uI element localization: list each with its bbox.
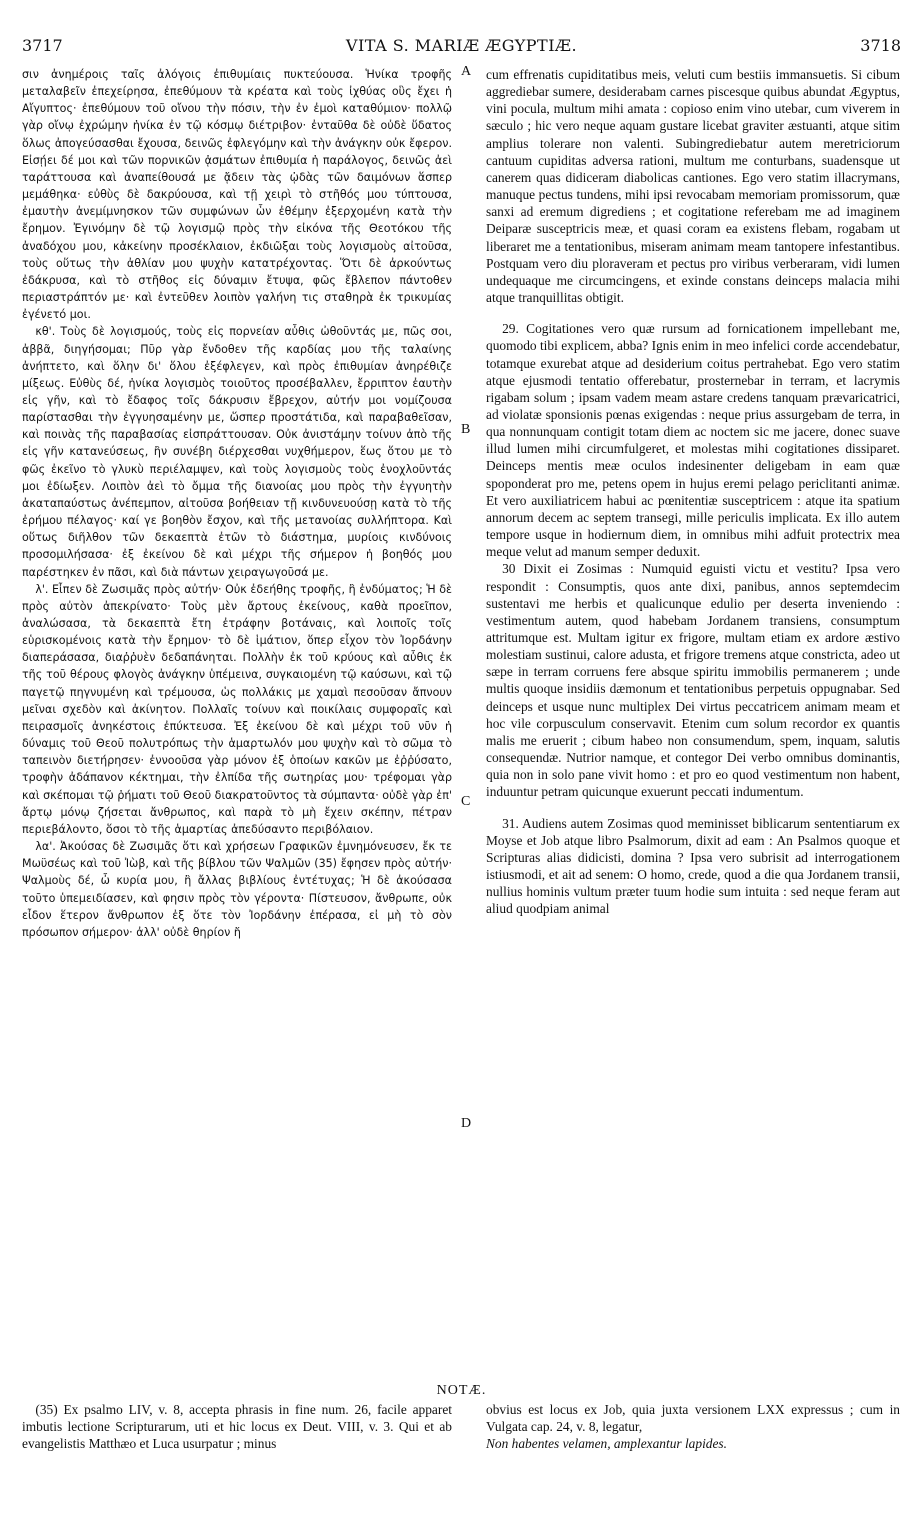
greek-paragraph: λα'. Ἀκούσας δὲ Ζωσιμᾶς ὅτι καὶ χρήσεων Γραφικῶν ἐμνημόνευσεν, ἔκ τε Μωϋσέως καὶ τοῦ Ἰὼβ, καὶ τῆς βίβλου τῶν Ψαλμῶν (35) ἔφησεν πρὸς αὐτήν· Ψαλμοὺς δέ, ὦ κυρία μου, ἢ ἄλλας βιβλίους ἐντέτυχας; Ἡ δὲ ἀκούσασα τοῦτο ὑπεμειδίασεν, καὶ φησιν πρὸς τὸν γέροντα· Πίστευσον, ἄνθρωπε, οὐκ εἶδον ἕτερον ἄνθρωπον ἐξ ὅτε τὸν Ἰορδάνην ἐπέρασα, εἰ μὴ τὸ σὸν πρόσωπον σήμερον· ἀλλ' οὐδὲ θηρίον ἤ [22,840,452,939]
section-marker-a: A [461,64,472,79]
greek-paragraph: λ'. Εἶπεν δὲ Ζωσιμᾶς πρὸς αὐτήν· Οὐκ ἐδεήθης τροφῆς, ἢ ἐνδύματος; Ἡ δὲ πρὸς αὐτὸν ἀπεκρίνατο· Τοὺς μὲν ἄρτους ἐκείνους, καθὰ προεῖπον, ἀναλώσασα, τὰ δεκαεπτὰ ἔτη ἐτράφην βοτάναις, καὶ λοιποῖς τοῖς εὑρισκομένοις κατὰ τὴν ἔρημον· τὸ δὲ ἱμάτιον, ὅπερ εἶχον τὸν Ἰορδάνην διαπεράσασα, διαῤῥυὲν δεδαπάνηται. Πολλὴν ἐκ τοῦ κρύους καὶ αὖθις ἐκ τῆς τοῦ θέρους φλογὸς ἀνάγκην ὑπέμεινα, συγκαιομένη τῷ καύσωνι, καὶ τῷ παγετῷ πηγνυμένη καὶ τρέμουσα, ὡς πολλάκις με χαμαὶ πεσοῦσαν ἄπνουν μεῖναι σχεδὸν καὶ ἀκίνητον. Πολλαῖς τοίνυν καὶ ποικίλαις συμφοραῖς καὶ πειρασμοῖς ἀνηκέστοις ἐπύκτευσα. Ἐξ ἐκείνου δὲ καὶ μέχρι τοῦ νῦν ἡ δύναμις τοῦ Θεοῦ πολυτρόπως τὴν ἁμαρτωλόν μου ψυχὴν καὶ τὸ σῶμα τὸ ταπεινὸν διετήρησεν· ἐννοοῦσα γὰρ μόνον ἐξ ὁποίων κακῶν με ἐῤῥύσατο, τροφὴν ἀδάπανον κέκτημαι, τὴν ἐλπίδα τῆς σωτηρίας μου· τρέφομαι γὰρ καὶ σκέπομαι τῷ ῥήματι τοῦ Θεοῦ διακρατοῦντος τὰ σύμπαντα· οὐδὲ γὰρ ἐπ' ἄρτῳ μόνῳ ζήσεται ἄνθρωπος, καὶ παρὰ τὸ μὴ ἔχειν σκέπην, πέτραν περιεβάλοντο, ὅσοι τὸ τῆς ἁμαρτίας ἀπεδύσαντο περιβόλαιον. [22,582,452,836]
section-marker-c: C [461,794,471,809]
running-header [22,36,901,58]
notes-heading: NOTÆ. [436,1383,487,1398]
latin-paragraph: 30 Dixit ei Zosimas : Numquid eguisti victu et vestitu? Ipsa vero respondit : Consumptis, quos ante dixi, panibus, annos septemdecim sustentavi me herbis et qualicunque edulio per deserta inveniendo : vestimentum autem, quod habebam Jordanem transiens, consumptum attritumque est. Multam igitur ex frigore, multam etiam ex ardore æstivo molestiam sustinui, calore adusta, et frigore tremens atque constricta, adeo ut sæpe in terram corruens fere absque spiritu immobilis permanerem ; unde multis quoque insidiis dæmonum et tentationibus perpetuis oppugnabar. Sed deinceps et usque nunc multiplex Dei virtus peccatricem animam meam et hoc vile corpusculum conservavit. Etenim cum solum recordor ex quantis malis me eruerit ; cibum habeo non consumendum, spem, inquam, salutis consequendæ. Nutrior namque, et contegor Dei verbo omnibus dominantis, quia non in solo pane vivit homo : et pro eo quod vestimentum non habent, induuntur petram quicunque exuerunt peccati indumentum. [486,561,900,800]
latin-column [486,66,900,918]
footnote-text: obvius est locus ex Job, quia juxta versionem LXX expressus ; cum in Vulgata cap. 24, v. 8, legatur, [486,1402,900,1435]
page-number-left: 3717 [22,36,63,55]
greek-paragraph: κθ'. Τοὺς δὲ λογισμούς, τοὺς εἰς πορνείαν αὖθις ὠθοῦντάς με, πῶς σοι, ἀββᾶ, διηγήσομαι; Πῦρ γὰρ ἔνδοθεν τῆς καρδίας μου τῆς ταλαίνης ἀνήπτετο, καὶ ὅλην δι' ὅλου ἐξέφλεγεν, καὶ πρὸς ἐπιθυμίαν ἀνηρέθιζε μίξεως. Εὐθὺς δέ, ἡνίκα λογισμὸς τοιοῦτος προσέβαλλεν, ἔρριπτον ἐαυτὴν εἰς γῆν, καὶ τὸ ἔδαφος τοῖς δάκρυσιν ἔβρεχον, αὐτήν μοι νομίζουσα παρίστασθαι τὴν ἐγγυησαμένην με, ὥσπερ προστάτιδα, καὶ παραβαθεῖσαν, καὶ ποινὰς τῆς παραβασίας εἰσπράττουσαν. Οὐκ ἀνιστάμην τοίνυν ἀπὸ τῆς εἰς γῆν κατανεύσεως, ἢν συνέβη διέρχεσθαι νυχθήμερον, ἕως ὅτου με τὸ φῶς ἐκεῖνο τὸ γλυκὺ περιέλαμψεν, καὶ τοὺς λογισμοὺς τοὺς ἐνοχλοῦντάς μοι ἐδίωξεν. Λοιπὸν ἀεὶ τὸ ὄμμα τῆς διανοίας μου πρὸς τὴν ἐγγυητὴν ἀκαταπαύστως ἀνέπεμπον, αἰτοῦσα βοήθειαν τῇ κινδυνευούσῃ κατὰ τὸ τῆς ἐρήμου πέλαγος· καί γε βοηθὸν ἔσχον, καὶ τῆς μετανοίας συλλήπτορα. Καὶ οὕτως διῆλθον τῶν δεκαεπτὰ ἐτῶν τὸ διάστημα, μυρίοις κινδύνοις προσομιλήσασα· ἐξ ἐκείνου δὲ καὶ μέχρι τῆς σήμερον ἡ βοηθός μου παρέστηκεν ἐν πᾶσι, καὶ διὰ πάντων χειραγωγοῦσά με. [22,325,452,579]
running-title: VITA S. MARIÆ ÆGYPTIÆ. [345,36,578,55]
greek-paragraph: σιν ἀνημέροις ταῖς ἀλόγοις ἐπιθυμίαις πυκτεύουσα. Ἡνίκα τροφῆς μεταλαβεῖν ἐπεχείρησα, ἐπεθύμουν τὰ κρέατα καὶ τοὺς ἰχθύας οὓς ἔχει ἡ Αἴγυπτος· ἐπεθύμουν τοῦ οἴνου τὴν πόσιν, τὴν ἐν ἐμοὶ καταθύμιον· πολλῷ γὰρ οἴνῳ ἐχρώμην ἡνίκα ἐν τῷ κόσμῳ διέτριβον· ἐνταῦθα δὲ οὐδὲ ὕδατος ὅλως ἀπογεύσασθαι ἔχουσα, δεινῶς ἐφλεγόμην καὶ τὴν ἀνάγκην οὐκ ἔφερον. Εἰσῄει δέ μοι καὶ τῶν πορνικῶν ᾀσμάτων ἐπιθυμία ἡ παράλογος, δεινῶς ἀεὶ ταράττουσα καὶ ἀναπείθουσά με ᾄδειν τὰς ᾠδὰς τῶν δαιμόνων ἅσπερ μεμάθηκα· εὐθὺς δὲ δακρύουσα, καὶ τῇ χειρὶ τὸ στῆθός μου τύπτουσα, ἐμαυτὴν ἀνεμίμνησκον τῶν συμφώνων ὧν ἐθέμην ἐξερχομένη κατὰ τὴν ἔρημον. Ἐγινόμην δὲ τῷ λογισμῷ πρὸς τὴν εἰκόνα τῆς Θεοτόκου τῆς ἀναδόχου μου, κἀκείνην προσέκλαιον, ἐκδιῶξαι τοὺς λογισμοὺς αἰτοῦσα, τοὺς οὕτως τὴν ἀθλίαν μου ψυχὴν κατατρέχοντας. Ὅτι δὲ ἀρκούντως ἐδάκρυσα, καὶ τὸ στῆθος εἰς δύναμιν ἔτυψα, φῶς ἔβλεπον πάντοθεν περιαστράπτόν με· καὶ ἐντεῦθεν λοιπὸν γαλήνη τις σταθηρὰ ἐκ τρικυμίας ἐγένετό μοι. [22,68,452,322]
latin-paragraph: cum effrenatis cupiditatibus meis, veluti cum bestiis immansuetis. Si cibum aggrediebar sumere, desiderabam carnes piscesque quibus abundat Ægyptus, vini pocula, multum mihi amata : copioso enim vino utebar, cum viverem in sæculo ; hic vero neque aquam gustare licebat graviter æstuanti, atque sitim amplius tolerare non valenti. Subingrediebatur autem meretriciorum cantuum cupiditas adversa rationi, multum me conturbans, suadensque ut canerem quas didiceram diabolicas cantiones. Ego vero statim illacrymans, manuque pectus tundens, mihi ipsi revocabam memoriam promissorum, quæ sanxi ad eremum digrediens ; et cogitatione referebam me ad imaginem Deiparæ susceptricis meæ, et quasi coram ea existens flebam, rogabam ut liberaret me a tentationibus, miseram animam meam tantopere infestantibus. Postquam vero diu ploraveram et pectus pro viribus verberaram, vidi lumen undequaque me circumcingens, et exinde constans deinceps malacia mihi atque tranquillitas obtigit. [486,67,900,306]
footnote-right [486,1401,900,1453]
section-marker-b: B [461,422,471,437]
footnote-italic-text: Non habentes velamen, amplexantur lapides. [486,1436,727,1452]
footnote-text: (35) Ex psalmo LIV, v. 8, accepta phrasis in fine num. 26, facile apparet imbutis lectione Scripturarum, uti et hic locus ex Deut. VIII, v. 3. Qui et ab evangelistis Matthæo et Luca usurpatur ; minus [22,1402,452,1452]
section-marker-d: D [461,1116,472,1131]
page-number-right: 3718 [860,36,901,55]
latin-paragraph: 29. Cogitationes vero quæ rursum ad fornicationem impellebant me, quomodo tibi explicem, abba? Ignis enim in meo infelici corde accendebatur, totamque exurebat atque ad desiderium coitus pertrahebat. Ego vero statim atque ejusmodi tentatio offerebatur, prosternebar in terram, et lacrymis rigabam solum ; ipsam vadem meam astare credens tanquam prævaricatrici, ad violatæ sponsionis pœnas exigendas : neque prius assurgebam de terra, in qua nonnunquam contigit totam diem ac noctem sic me jacere, donec suave illud lumen mihi circumfulgeret, et molestas mihi cogitationes dissiparet. Deinceps mentis meæ oculos indesinenter deligebam in eam quæ spoponderat pro me, petens opem in hujus eremi pelago periclitanti animæ. Et vero auxiliatricem habui ac pœnitentiæ susceptricem : atque ita spatium annorum decem ac septem transegi, mille periculis implicata. Ex illo autem tempore usque in hodiernum diem, in omnibus mihi adfuit protectrix mea meque velut ad manum semper deduxit. [486,321,900,560]
latin-paragraph: 31. Audiens autem Zosimas quod meminisset biblicarum sententiarum ex Moyse et Job atque libro Psalmorum, dixit ad eam : An Psalmos quoque et Scripturas alias didicisti, domina ? Ipsa vero subrisit ad interrogationem istiusmodi, et ait ad senem: O homo, crede, quod a die qua Jordanem transii, nullius hominis vultum præter tuum hodie sum intuita : sed neque feram aut aliud quodpiam animal [486,815,900,917]
greek-column [22,66,452,941]
footnote-left [22,1401,452,1453]
